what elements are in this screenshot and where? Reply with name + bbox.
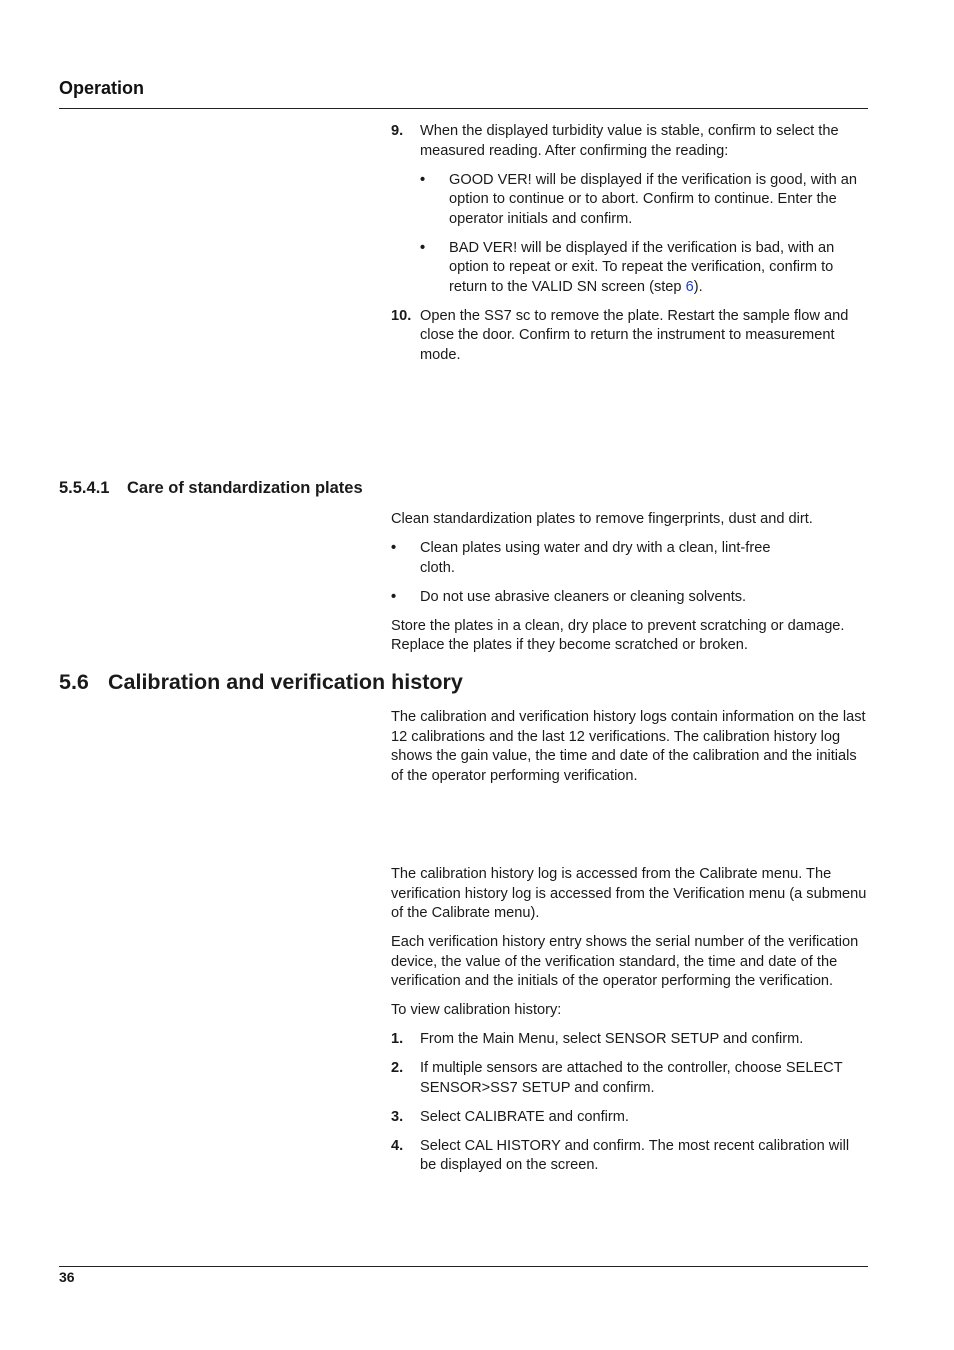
footer-rule — [59, 1266, 868, 1267]
step-text: Select CALIBRATE and confirm. — [420, 1108, 629, 1125]
history-content — [391, 865, 869, 1185]
history-step-2 — [391, 1059, 869, 1098]
step-9 — [391, 122, 869, 297]
section-title: Calibration and verification history — [108, 670, 463, 694]
step-text: From the Main Menu, select SENSOR SETUP and confirm. — [420, 1031, 804, 1047]
bullet-text: GOOD VER! will be displayed if the verification is good, with an option to continue or to abort. Confirm to continue. Enter the operator initials and confirm. — [449, 171, 857, 227]
history-para-1: The calibration and verification history logs contain information on the last 12 calibrations and the last 12 verifications. The calibration history log shows the gain value, the time and date of the calibration and the initials of the operator performing verification. — [391, 709, 866, 784]
subsection-number: 5.5.4.1 — [59, 479, 110, 497]
step-text: When the displayed turbidity value is stable, confirm to select the measured reading. After confirming the reading: — [420, 123, 839, 159]
step-number: 10. — [391, 307, 412, 324]
bullet-dot: • — [420, 171, 426, 188]
step-9-bullets — [420, 171, 869, 298]
bullet-dot: • — [391, 540, 397, 556]
page-header-title: Operation — [59, 78, 145, 98]
section-heading — [59, 670, 463, 695]
history-step-1 — [391, 1030, 869, 1050]
bullet-dot: • — [391, 588, 397, 605]
page-number: 36 — [59, 1269, 75, 1285]
step-number: 2. — [391, 1060, 404, 1076]
step-number: 4. — [391, 1137, 404, 1154]
care-bullet — [391, 539, 869, 578]
history-step-3 — [391, 1108, 869, 1128]
bullet-text: Do not use abrasive cleaners or cleaning solvents. — [420, 588, 747, 605]
bullet-text: BAD VER! will be displayed if the verification is bad, with an option to repeat or exit. To repeat the verification, confirm to return to the VALID SN screen (step 6). — [449, 239, 835, 295]
care-content — [391, 510, 869, 665]
subsection-heading — [59, 479, 363, 498]
step-number: 3. — [391, 1108, 404, 1125]
bullet-good-ver — [420, 171, 869, 230]
history-intro — [391, 708, 869, 796]
step-10 — [391, 307, 869, 366]
step-reference-link[interactable]: 6 — [685, 278, 694, 295]
history-step-4 — [391, 1137, 869, 1176]
bullet-dot: • — [420, 239, 426, 256]
verification-steps — [391, 122, 869, 375]
subsection-title: Care of standardization plates — [127, 479, 363, 497]
care-intro: Clean standardization plates to remove fingerprints, dust and dirt. — [391, 511, 813, 527]
care-bullets — [391, 539, 869, 607]
section-number: 5.6 — [59, 670, 89, 694]
history-para-3: Each verification history entry shows the serial number of the verification device, the value of the verification standard, the time and date of the verification and the initials of the operator performing the verification. — [391, 934, 859, 989]
history-para-4: To view calibration history: — [391, 1002, 562, 1018]
step-text: Select CAL HISTORY and confirm. The most recent calibration will be displayed on the screen. — [420, 1137, 850, 1173]
step-number: 1. — [391, 1031, 404, 1047]
step-text: If multiple sensors are attached to the controller, choose SELECT SENSOR>SS7 SETUP and confirm. — [420, 1060, 843, 1096]
care-outro: Store the plates in a clean, dry place to prevent scratching or damage. Replace the plates if they become scratched or broken. — [391, 617, 845, 653]
step-number: 9. — [391, 123, 404, 139]
bullet-text: Clean plates using water and dry with a clean, lint-free cloth. — [420, 540, 771, 576]
header-rule — [59, 108, 868, 109]
history-para-2: The calibration history log is accessed from the Calibrate menu. The verification history log is accessed from the Verification menu (a submenu of the Calibrate menu). — [391, 866, 867, 921]
bullet-bad-ver — [420, 239, 869, 298]
care-bullet — [391, 588, 869, 608]
step-text: Open the SS7 sc to remove the plate. Restart the sample flow and close the door. Confirm to return the instrument to measurement mode. — [420, 307, 849, 363]
